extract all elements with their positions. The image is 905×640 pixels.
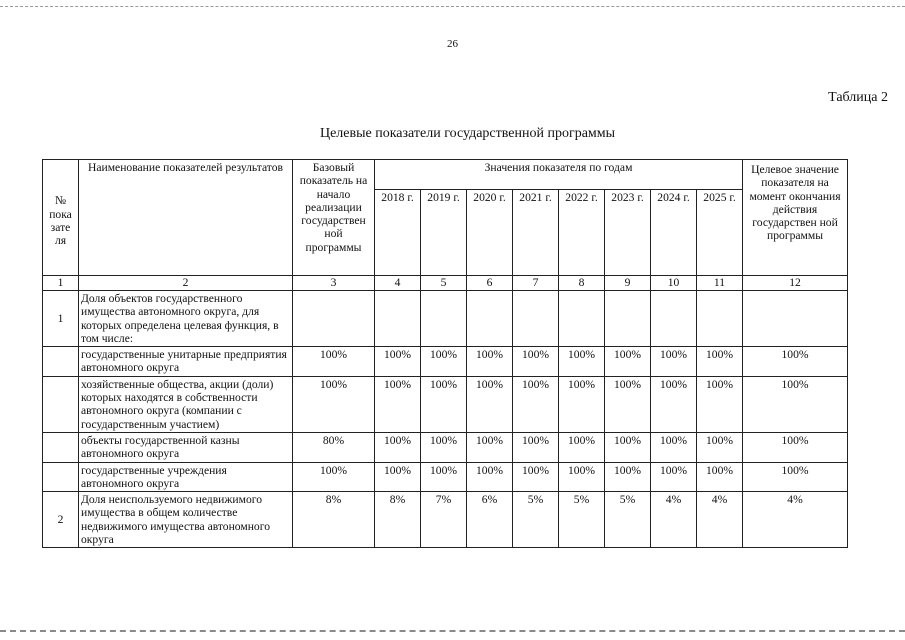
year-value [421,291,467,347]
year-value: 100% [559,347,605,377]
year-value: 100% [697,462,743,492]
column-index: 10 [651,276,697,291]
document-title: Целевые показатели государственной программы [319,126,616,141]
column-index: 11 [697,276,743,291]
year-value: 100% [605,462,651,492]
year-value: 100% [559,432,605,462]
year-value: 7% [421,492,467,548]
header-year: 2021 г. [513,190,559,276]
header-num: № пока зате ля [43,160,79,276]
year-value: 100% [559,462,605,492]
year-value: 100% [513,432,559,462]
year-value: 100% [513,462,559,492]
column-index: 3 [293,276,375,291]
header-row-1 [43,160,848,190]
year-value: 5% [513,492,559,548]
year-value: 100% [605,376,651,432]
page-number: 26 [447,38,458,50]
target-value [743,291,848,347]
header-year: 2019 г. [421,190,467,276]
table-row [43,291,848,347]
header-name: Наименование показателей результатов [79,160,293,276]
indicator-name: объекты государственной казны автономного округа [79,432,293,462]
column-index: 2 [79,276,293,291]
year-value [651,291,697,347]
indicators-table [42,159,848,548]
base-value: 80% [293,432,375,462]
year-value: 100% [651,376,697,432]
indicator-name: Доля неиспользуемого недвижимого имущества в общем количестве недвижимого имущества автономного округа [79,492,293,548]
scan-edge-bottom [0,630,905,633]
year-value: 100% [421,432,467,462]
table-row [43,347,848,377]
indicator-name: хозяйственные общества, акции (доли) которых находятся в собственности автономного округа (компании с государственным участием) [79,376,293,432]
header-year: 2018 г. [375,190,421,276]
target-value: 100% [743,347,848,377]
base-value: 8% [293,492,375,548]
header-year: 2022 г. [559,190,605,276]
base-value: 100% [293,462,375,492]
header-base: Базовый показатель на начало реализации государствен ной программы [293,160,375,276]
indicator-name: государственные унитарные предприятия автономного округа [79,347,293,377]
year-value: 100% [651,432,697,462]
column-index: 5 [421,276,467,291]
row-number: 2 [43,492,79,548]
target-value: 100% [743,376,848,432]
row-number [43,462,79,492]
year-value [605,291,651,347]
row-number [43,432,79,462]
column-index: 8 [559,276,605,291]
year-value: 100% [651,462,697,492]
year-value: 100% [467,376,513,432]
year-value: 100% [375,376,421,432]
year-value: 5% [605,492,651,548]
year-value: 100% [421,347,467,377]
column-index: 12 [743,276,848,291]
year-value: 100% [605,432,651,462]
table-label: Таблица 2 [828,90,888,105]
year-value: 4% [651,492,697,548]
header-year: 2023 г. [605,190,651,276]
row-number [43,347,79,377]
year-value: 100% [375,347,421,377]
indicator-name: Доля объектов государственного имущества автономного округа, для которых определена целевая функция, в том числе: [79,291,293,347]
year-value: 100% [421,376,467,432]
header-values-by-year: Значения показателя по годам [375,160,743,190]
base-value: 100% [293,347,375,377]
column-index: 1 [43,276,79,291]
target-value: 4% [743,492,848,548]
base-value [293,291,375,347]
year-value [697,291,743,347]
target-value: 100% [743,462,848,492]
year-value: 100% [421,462,467,492]
year-value: 100% [697,376,743,432]
target-value: 100% [743,432,848,462]
header-year: 2024 г. [651,190,697,276]
year-value: 100% [467,432,513,462]
scan-edge-top [0,0,905,7]
year-value: 100% [697,347,743,377]
column-index: 9 [605,276,651,291]
year-value: 100% [651,347,697,377]
year-value: 8% [375,492,421,548]
indicator-name: государственные учреждения автономного округа [79,462,293,492]
table-row [43,462,848,492]
column-index: 6 [467,276,513,291]
year-value: 100% [467,462,513,492]
table-row [43,492,848,548]
row-number [43,376,79,432]
year-value: 100% [697,432,743,462]
year-value: 4% [697,492,743,548]
year-value [513,291,559,347]
year-value: 5% [559,492,605,548]
year-value [559,291,605,347]
year-value: 100% [375,462,421,492]
table-row [43,376,848,432]
column-index-row [43,276,848,291]
year-value: 100% [559,376,605,432]
year-value: 100% [467,347,513,377]
year-value [467,291,513,347]
header-target: Целевое значение показателя на момент окончания действия государствен ной программы [743,160,848,276]
table-row [43,432,848,462]
row-number: 1 [43,291,79,347]
base-value: 100% [293,376,375,432]
header-year: 2025 г. [697,190,743,276]
year-value: 6% [467,492,513,548]
year-value: 100% [375,432,421,462]
year-value [375,291,421,347]
year-value: 100% [513,376,559,432]
column-index: 4 [375,276,421,291]
header-year: 2020 г. [467,190,513,276]
year-value: 100% [605,347,651,377]
column-index: 7 [513,276,559,291]
year-value: 100% [513,347,559,377]
